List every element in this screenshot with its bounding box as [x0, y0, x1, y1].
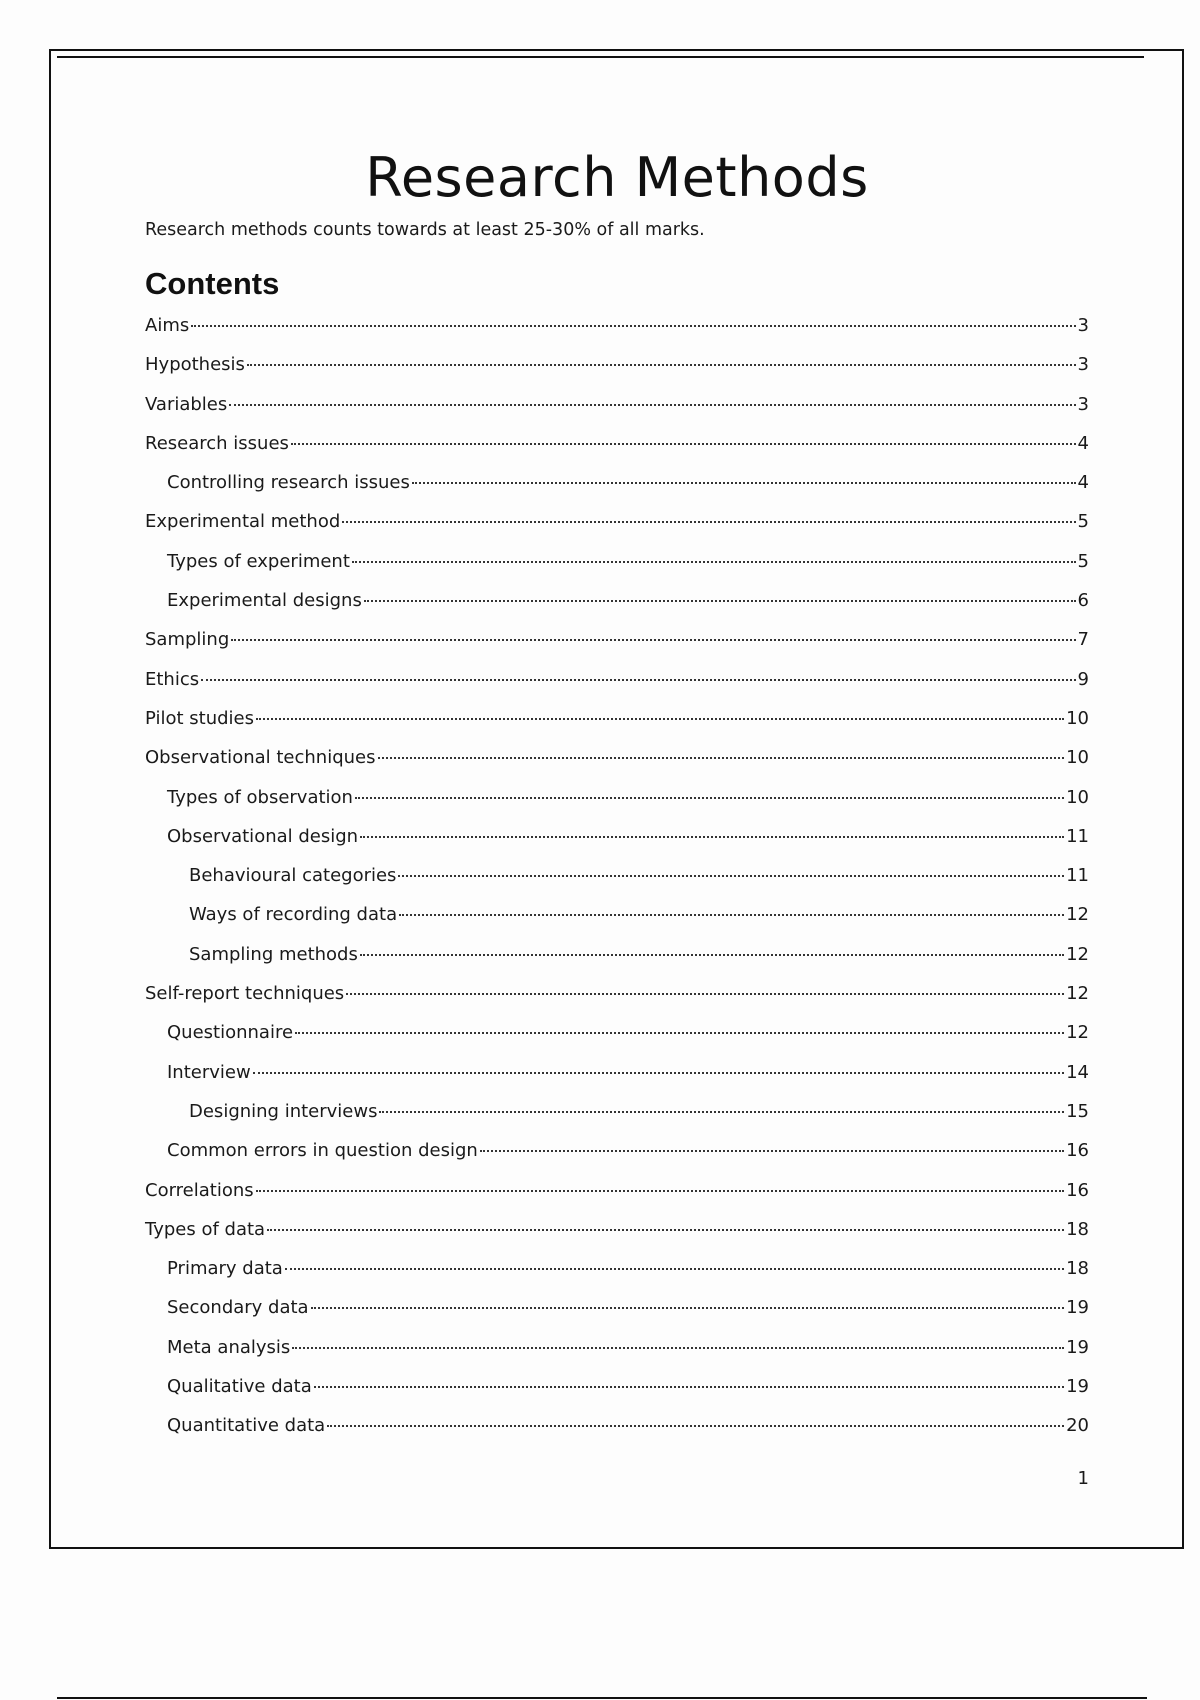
toc-dot-leader: [314, 1386, 1064, 1388]
toc-entry-label: Quantitative data: [167, 1415, 326, 1437]
toc-entry[interactable]: [145, 1219, 1089, 1258]
toc-entry-page: 3: [1077, 393, 1089, 415]
document-title: Research Methods: [365, 146, 869, 209]
toc-entry-label: Primary data: [167, 1258, 283, 1280]
toc-entry-label: Observational design: [167, 825, 359, 847]
toc-dot-leader: [379, 1111, 1064, 1113]
toc-entry-page: 7: [1077, 629, 1089, 651]
toc-entry[interactable]: [145, 904, 1089, 943]
toc-entry-label: Sampling: [145, 629, 230, 651]
contents-heading: Contents: [145, 266, 280, 301]
toc-entry-label: Pilot studies: [145, 707, 254, 729]
toc-dot-leader: [360, 954, 1064, 956]
toc-dot-leader: [364, 600, 1076, 602]
toc-dot-leader: [327, 1425, 1064, 1427]
toc-entry-label: Designing interviews: [189, 1100, 378, 1122]
toc-dot-leader: [399, 914, 1064, 916]
page-content: [145, 140, 1089, 1455]
toc-entry-label: Common errors in question design: [167, 1140, 478, 1162]
toc-entry-page: 19: [1066, 1336, 1089, 1358]
toc-entry-label: Controlling research issues: [167, 472, 410, 494]
toc-entry[interactable]: [145, 354, 1089, 393]
toc-entry-label: Hypothesis: [145, 354, 245, 376]
toc-entry-page: 12: [1066, 983, 1089, 1005]
toc-dot-leader: [256, 718, 1064, 720]
toc-dot-leader: [267, 1229, 1064, 1231]
toc-entry[interactable]: [145, 629, 1089, 668]
toc-entry-page: 10: [1066, 707, 1089, 729]
toc-entry-label: Qualitative data: [167, 1376, 312, 1398]
toc-entry[interactable]: [145, 747, 1089, 786]
toc-entry-label: Types of observation: [167, 786, 353, 808]
toc-entry-label: Variables: [145, 393, 228, 415]
toc-dot-leader: [342, 521, 1075, 523]
toc-entry-page: 6: [1077, 590, 1089, 612]
toc-entry[interactable]: [145, 1297, 1089, 1336]
toc-entry[interactable]: [145, 315, 1089, 354]
toc-entry[interactable]: [145, 944, 1089, 983]
toc-entry[interactable]: [145, 708, 1089, 747]
toc-entry-page: 15: [1066, 1100, 1089, 1122]
toc-entry-label: Sampling methods: [189, 943, 358, 965]
toc-entry-label: Research issues: [145, 432, 289, 454]
toc-entry-label: Behavioural categories: [189, 865, 397, 887]
toc-entry-page: 10: [1066, 747, 1089, 769]
toc-dot-leader: [231, 639, 1075, 641]
toc-dot-leader: [355, 797, 1064, 799]
toc-entry-page: 18: [1066, 1218, 1089, 1240]
toc-entry[interactable]: [145, 1415, 1089, 1454]
toc-dot-leader: [285, 1268, 1064, 1270]
toc-dot-leader: [480, 1150, 1064, 1152]
toc-entry-label: Types of data: [145, 1218, 266, 1240]
toc-entry-label: Meta analysis: [167, 1336, 291, 1358]
table-of-contents: [145, 315, 1089, 1455]
toc-entry-label: Ethics: [145, 668, 200, 690]
toc-entry-label: Ways of recording data: [189, 904, 398, 926]
toc-dot-leader: [292, 1347, 1064, 1349]
bottom-rule: [57, 1697, 1147, 1699]
toc-entry[interactable]: [145, 433, 1089, 472]
toc-dot-leader: [256, 1190, 1064, 1192]
toc-entry-page: 4: [1077, 472, 1089, 494]
toc-entry-page: 20: [1066, 1415, 1089, 1437]
toc-entry[interactable]: [145, 1022, 1089, 1061]
toc-dot-leader: [295, 1032, 1064, 1034]
toc-dot-leader: [352, 561, 1076, 563]
toc-entry-label: Types of experiment: [167, 550, 350, 572]
toc-entry[interactable]: [145, 865, 1089, 904]
toc-entry[interactable]: [145, 551, 1089, 590]
toc-entry-label: Secondary data: [167, 1297, 309, 1319]
toc-dot-leader: [346, 993, 1064, 995]
toc-dot-leader: [253, 1072, 1064, 1074]
toc-dot-leader: [311, 1307, 1065, 1309]
toc-entry-page: 12: [1066, 904, 1089, 926]
toc-entry-page: 3: [1077, 354, 1089, 376]
toc-entry-page: 12: [1066, 943, 1089, 965]
toc-entry[interactable]: [145, 394, 1089, 433]
toc-entry[interactable]: [145, 511, 1089, 550]
toc-entry-label: Observational techniques: [145, 747, 376, 769]
toc-entry[interactable]: [145, 669, 1089, 708]
toc-dot-leader: [291, 443, 1076, 445]
toc-entry-page: 11: [1066, 865, 1089, 887]
toc-entry-page: 9: [1077, 668, 1089, 690]
toc-dot-leader: [378, 757, 1065, 759]
toc-dot-leader: [191, 325, 1075, 327]
toc-entry[interactable]: [145, 1337, 1089, 1376]
toc-dot-leader: [229, 404, 1075, 406]
toc-entry[interactable]: [145, 590, 1089, 629]
toc-entry-page: 14: [1066, 1061, 1089, 1083]
toc-entry[interactable]: [145, 787, 1089, 826]
toc-entry[interactable]: [145, 1140, 1089, 1179]
toc-entry-label: Correlations: [145, 1179, 254, 1201]
toc-dot-leader: [398, 875, 1064, 877]
toc-entry-page: 4: [1077, 432, 1089, 454]
toc-entry-page: 11: [1066, 825, 1089, 847]
toc-entry[interactable]: [145, 472, 1089, 511]
toc-dot-leader: [360, 836, 1064, 838]
toc-entry[interactable]: [145, 826, 1089, 865]
toc-entry-page: 16: [1066, 1140, 1089, 1162]
toc-entry-page: 10: [1066, 786, 1089, 808]
intro-paragraph: Research methods counts towards at least 25-30% of all marks.: [145, 220, 705, 240]
toc-entry-page: 3: [1077, 315, 1089, 336]
toc-entry-label: Self-report techniques: [145, 983, 345, 1005]
toc-dot-leader: [412, 482, 1076, 484]
toc-entry[interactable]: [145, 1101, 1089, 1140]
toc-entry-label: Experimental method: [145, 511, 341, 533]
page-number: 1: [1077, 1468, 1089, 1489]
toc-entry-page: 18: [1066, 1258, 1089, 1280]
toc-entry[interactable]: [145, 983, 1089, 1022]
toc-entry-page: 19: [1066, 1297, 1089, 1319]
toc-dot-leader: [247, 364, 1076, 366]
toc-entry-label: Interview: [167, 1061, 251, 1083]
toc-entry-page: 19: [1066, 1376, 1089, 1398]
toc-entry-label: Experimental designs: [167, 590, 362, 612]
toc-dot-leader: [201, 679, 1075, 681]
toc-entry-page: 5: [1077, 550, 1089, 572]
toc-entry[interactable]: [145, 1180, 1089, 1219]
toc-entry-page: 16: [1066, 1179, 1089, 1201]
toc-entry[interactable]: [145, 1062, 1089, 1101]
toc-entry-page: 12: [1066, 1022, 1089, 1044]
toc-entry[interactable]: [145, 1376, 1089, 1415]
toc-entry[interactable]: [145, 1258, 1089, 1297]
toc-entry-page: 5: [1077, 511, 1089, 533]
toc-entry-label: Questionnaire: [167, 1022, 294, 1044]
toc-entry-label: Aims: [145, 315, 190, 336]
